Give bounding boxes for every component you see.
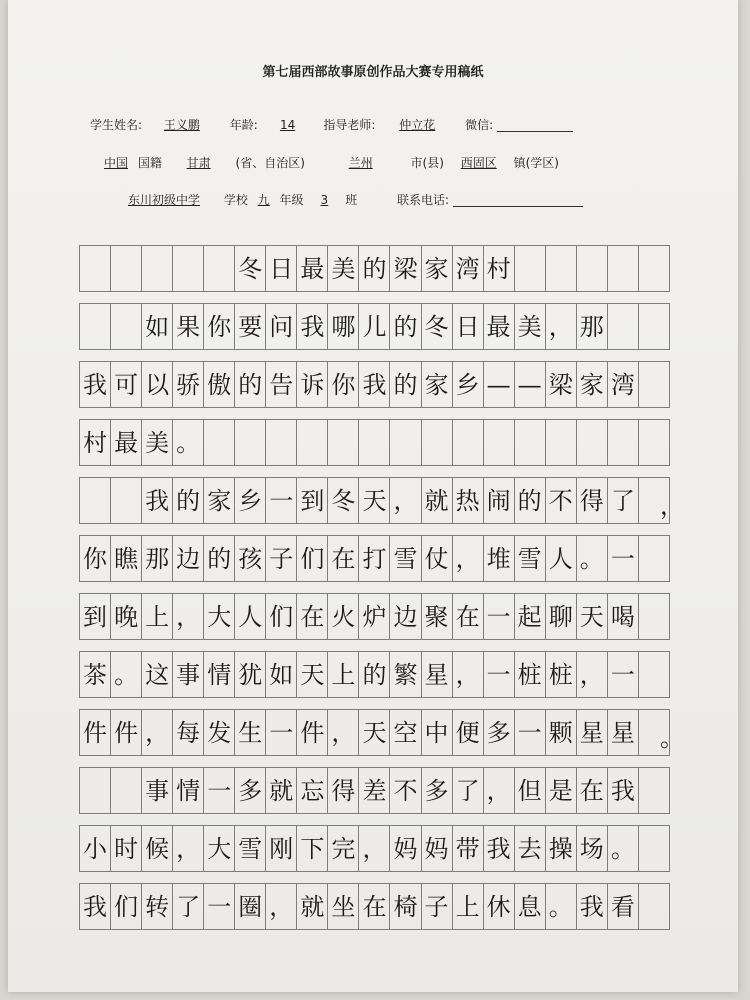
grid-cell [639, 304, 670, 349]
grid-cell: 在 [328, 536, 359, 581]
grid-cell: 就 [266, 768, 297, 813]
grid-cell: ， [453, 652, 484, 697]
grid-cell: 茶 [80, 652, 111, 697]
grid-cell: 最 [484, 304, 515, 349]
grid-cell: 。 [608, 826, 639, 871]
grid-cell: 子 [422, 884, 453, 929]
grid-cell: 天 [359, 478, 390, 523]
grid-cell: 我 [80, 362, 111, 407]
grid-cell: 起 [515, 594, 546, 639]
grid-cell [173, 246, 204, 291]
teacher-label: 指导老师: [323, 118, 376, 132]
grid-cell [111, 768, 142, 813]
grid-cell: 人 [235, 594, 266, 639]
grid-cell [608, 304, 639, 349]
grade-value: 九 [257, 193, 270, 207]
grid-cell: 妈 [422, 826, 453, 871]
grid-cell: 一 [266, 710, 297, 755]
grid-cell: 到 [297, 478, 328, 523]
grid-cell: 但 [515, 768, 546, 813]
grid-cell [266, 420, 297, 465]
grid-cell: 告 [266, 362, 297, 407]
grid-cell: 犹 [235, 652, 266, 697]
grid-cell [111, 304, 142, 349]
grid-cell [422, 420, 453, 465]
grid-cell: 大 [204, 594, 235, 639]
grid-cell: 炉 [359, 594, 390, 639]
grid-cell: 晚 [111, 594, 142, 639]
grid-cell: 美 [142, 420, 173, 465]
grid-cell: 冬 [328, 478, 359, 523]
grid-cell [546, 246, 577, 291]
grid-cell: 件 [111, 710, 142, 755]
grid-cell: 你 [204, 304, 235, 349]
grid-cell [297, 420, 328, 465]
grid-cell: 件 [297, 710, 328, 755]
grid-cell: 我 [608, 768, 639, 813]
grid-cell [639, 362, 670, 407]
grid-cell: 一 [484, 652, 515, 697]
grid-cell: 操 [546, 826, 577, 871]
grid-cell: 闹 [484, 478, 515, 523]
grid-cell: 了 [173, 884, 204, 929]
grid-cell: 时 [111, 826, 142, 871]
grid-cell: 妈 [390, 826, 421, 871]
grid-row [79, 651, 670, 698]
grid-cell [639, 768, 670, 813]
grid-cell: 你 [80, 536, 111, 581]
grid-row [79, 767, 670, 814]
grid-row [79, 361, 670, 408]
grid-cell: 哪 [328, 304, 359, 349]
grid-cell: 果 [173, 304, 204, 349]
city-value: 兰州 [348, 156, 373, 170]
grid-cell: 一 [484, 594, 515, 639]
age-value: 14 [279, 118, 296, 132]
grid-cell: 堆 [484, 536, 515, 581]
grid-cell: 冬 [422, 304, 453, 349]
grid-cell: 得 [577, 478, 608, 523]
grid-cell: 上 [142, 594, 173, 639]
grid-cell [453, 420, 484, 465]
wechat-blank [497, 120, 573, 132]
grid-cell: 边 [390, 594, 421, 639]
grid-cell [80, 768, 111, 813]
grid-cell: ， [546, 304, 577, 349]
grid-cell [80, 246, 111, 291]
grid-cell: 转 [142, 884, 173, 929]
grid-cell: 热 [453, 478, 484, 523]
grid-cell: 这 [142, 652, 173, 697]
grid-cell: 不 [390, 768, 421, 813]
grid-cell [80, 304, 111, 349]
grid-cell: 们 [266, 594, 297, 639]
grid-cell: 瞧 [111, 536, 142, 581]
grid-cell [608, 420, 639, 465]
grid-cell: 以 [142, 362, 173, 407]
grid-cell [639, 594, 670, 639]
grid-cell: ， [266, 884, 297, 929]
grid-cell: 仗 [422, 536, 453, 581]
grid-cell: ， [328, 710, 359, 755]
grid-cell: 们 [297, 536, 328, 581]
class-label: 班 [345, 193, 358, 207]
grid-cell: 情 [204, 652, 235, 697]
grid-cell: 一 [204, 884, 235, 929]
grid-cell: 带 [453, 826, 484, 871]
grid-cell: 家 [577, 362, 608, 407]
grid-cell: 雪 [390, 536, 421, 581]
grid-cell: 问 [266, 304, 297, 349]
grid-cell: 了 [453, 768, 484, 813]
grid-cell: 的 [173, 478, 204, 523]
grid-cell: 天 [359, 710, 390, 755]
grid-cell: 一 [608, 536, 639, 581]
grid-cell: 一 [204, 768, 235, 813]
grid-cell [608, 246, 639, 291]
grid-row [79, 709, 684, 756]
grid-cell: 我 [359, 362, 390, 407]
grid-cell: 美 [328, 246, 359, 291]
grid-row [79, 593, 670, 640]
grid-cell: 日 [453, 304, 484, 349]
grid-cell: ， [577, 652, 608, 697]
grid-cell: 到 [80, 594, 111, 639]
grid-cell: 天 [297, 652, 328, 697]
grid-cell: ， [453, 536, 484, 581]
grid-cell: 星 [577, 710, 608, 755]
grid-cell: 在 [453, 594, 484, 639]
grid-row [79, 535, 670, 582]
grid-cell: 的 [204, 536, 235, 581]
grid-cell: 我 [80, 884, 111, 929]
grid-cell: 生 [235, 710, 266, 755]
grid-cell: 多 [484, 710, 515, 755]
grid-cell: 儿 [359, 304, 390, 349]
grid-cell [515, 246, 546, 291]
grid-cell: 在 [577, 768, 608, 813]
grid-cell [204, 246, 235, 291]
grid-cell: 子 [266, 536, 297, 581]
grid-cell: 不 [546, 478, 577, 523]
grid-cell: 如 [266, 652, 297, 697]
grid-cell: 湾 [453, 246, 484, 291]
grid-cell [390, 420, 421, 465]
grid-cell: 要 [235, 304, 266, 349]
grid-cell: 那 [142, 536, 173, 581]
grid-cell: 颗 [546, 710, 577, 755]
grid-row [79, 245, 670, 292]
grid-cell: 休 [484, 884, 515, 929]
grid-cell: 孩 [235, 536, 266, 581]
grid-cell: 如 [142, 304, 173, 349]
grid-cell: 家 [422, 246, 453, 291]
grid-cell: 大 [204, 826, 235, 871]
grid-cell: 便 [453, 710, 484, 755]
grid-cell: 。 [577, 536, 608, 581]
grid-cell: 看 [608, 884, 639, 929]
grid-cell: 打 [359, 536, 390, 581]
grid-cell: 最 [111, 420, 142, 465]
grid-cell: 雪 [515, 536, 546, 581]
grid-cell: 乡 [235, 478, 266, 523]
grid-cell: 可 [111, 362, 142, 407]
grid-cell: 就 [422, 478, 453, 523]
grid-cell: 空 [390, 710, 421, 755]
essay-grid [79, 245, 684, 941]
grid-cell: 息 [515, 884, 546, 929]
teacher-value: 仲立花 [399, 118, 436, 132]
grid-cell [639, 826, 670, 871]
info-line-2 [98, 154, 559, 171]
grid-cell: 喝 [608, 594, 639, 639]
grid-cell: 村 [80, 420, 111, 465]
grid-cell: 乡 [453, 362, 484, 407]
grid-cell: 多 [235, 768, 266, 813]
grid-cell: 聚 [422, 594, 453, 639]
grid-cell: 忘 [297, 768, 328, 813]
grid-cell: — [515, 362, 546, 407]
grid-cell: 的 [235, 362, 266, 407]
grid-cell: ， [173, 594, 204, 639]
grid-cell: 刚 [266, 826, 297, 871]
grid-cell [111, 246, 142, 291]
grid-cell: 梁 [546, 362, 577, 407]
province-value: 甘肃 [186, 156, 211, 170]
grid-cell: 。 [546, 884, 577, 929]
grid-cell: 一 [608, 652, 639, 697]
age-label: 年龄: [229, 118, 258, 132]
grid-cell: 差 [359, 768, 390, 813]
grid-cell: 一 [266, 478, 297, 523]
grid-cell [639, 420, 670, 465]
grid-cell: 上 [328, 652, 359, 697]
grid-cell: 家 [204, 478, 235, 523]
grid-cell: 事 [173, 652, 204, 697]
grid-cell: 。 [173, 420, 204, 465]
grid-row [79, 883, 670, 930]
grid-cell: 中 [422, 710, 453, 755]
grid-cell: 的 [515, 478, 546, 523]
grid-cell: 雪 [235, 826, 266, 871]
grid-cell: 椅 [390, 884, 421, 929]
grid-cell: 下 [297, 826, 328, 871]
town-value: 西固区 [460, 156, 497, 170]
grid-cell: 梁 [390, 246, 421, 291]
grid-cell: 星 [422, 652, 453, 697]
grid-cell: 完 [328, 826, 359, 871]
grid-cell: 火 [328, 594, 359, 639]
grid-cell: 得 [328, 768, 359, 813]
name-label: 学生姓名: [90, 118, 143, 132]
grid-cell: 去 [515, 826, 546, 871]
grid-cell: 了 [608, 478, 639, 523]
grid-cell: 就 [297, 884, 328, 929]
grid-row [79, 477, 684, 524]
grid-row [79, 825, 670, 872]
grid-cell: 多 [422, 768, 453, 813]
grid-cell [359, 420, 390, 465]
grid-cell: 一 [515, 710, 546, 755]
grid-cell: 我 [142, 478, 173, 523]
grid-cell [204, 420, 235, 465]
page-title: 第七届西部故事原创作品大赛专用稿纸 [262, 65, 484, 80]
grid-cell: 繁 [390, 652, 421, 697]
grid-cell: 村 [484, 246, 515, 291]
grid-cell: 桩 [515, 652, 546, 697]
grid-cell: 们 [111, 884, 142, 929]
grid-cell: 在 [359, 884, 390, 929]
grid-row [79, 303, 670, 350]
grid-cell: 傲 [204, 362, 235, 407]
overflow-mark: 。 [660, 724, 684, 752]
grid-cell: 那 [577, 304, 608, 349]
school-value: 东川初级中学 [127, 193, 200, 207]
manuscript-paper [8, 0, 738, 992]
grid-cell: 人 [546, 536, 577, 581]
grid-cell: ， [359, 826, 390, 871]
grid-cell: ， [173, 826, 204, 871]
grid-cell [639, 884, 670, 929]
grid-cell: 是 [546, 768, 577, 813]
grid-cell: 小 [80, 826, 111, 871]
grid-cell: 每 [173, 710, 204, 755]
grid-cell [639, 246, 670, 291]
grid-cell: ， [484, 768, 515, 813]
overflow-mark: ， [660, 492, 684, 520]
grid-cell: 聊 [546, 594, 577, 639]
grid-cell [577, 246, 608, 291]
grid-cell: 骄 [173, 362, 204, 407]
grid-cell: 湾 [608, 362, 639, 407]
grid-cell [484, 420, 515, 465]
grid-cell: 的 [359, 652, 390, 697]
grid-cell: ， [142, 710, 173, 755]
country-label: 国籍 [137, 156, 162, 170]
grid-cell [328, 420, 359, 465]
grid-cell: 日 [266, 246, 297, 291]
grid-cell: ， [390, 478, 421, 523]
town-label: 镇(学区) [513, 156, 559, 170]
grid-cell: 的 [359, 246, 390, 291]
grid-cell [546, 420, 577, 465]
grid-cell: 诉 [297, 362, 328, 407]
info-line-1 [90, 116, 573, 133]
grid-cell: 的 [390, 304, 421, 349]
province-label: (省、自治区) [235, 156, 305, 170]
grid-cell: 发 [204, 710, 235, 755]
school-label: 学校 [223, 193, 248, 207]
country-value: 中国 [104, 156, 129, 170]
grid-cell: 天 [577, 594, 608, 639]
grid-cell: 边 [173, 536, 204, 581]
grid-cell [577, 420, 608, 465]
grid-cell: 候 [142, 826, 173, 871]
grid-cell: 我 [297, 304, 328, 349]
grid-cell: 圈 [235, 884, 266, 929]
class-value: 3 [320, 193, 329, 207]
grid-cell: 桩 [546, 652, 577, 697]
grid-cell: 我 [577, 884, 608, 929]
grid-cell: 在 [297, 594, 328, 639]
grid-cell: — [484, 362, 515, 407]
wechat-label: 微信: [465, 118, 494, 132]
grid-cell: 坐 [328, 884, 359, 929]
grid-cell [235, 420, 266, 465]
city-label: 市(县) [410, 156, 444, 170]
grid-cell [80, 478, 111, 523]
grid-cell [639, 652, 670, 697]
grid-cell [111, 478, 142, 523]
grid-cell: 冬 [235, 246, 266, 291]
grid-cell: 最 [297, 246, 328, 291]
name-value: 王义鹏 [163, 118, 200, 132]
grade-label: 年级 [279, 193, 304, 207]
phone-label: 联系电话: [397, 193, 450, 207]
grid-cell: 星 [608, 710, 639, 755]
grid-cell: 场 [577, 826, 608, 871]
grid-cell: 美 [515, 304, 546, 349]
info-line-3 [108, 191, 583, 208]
grid-cell [639, 536, 670, 581]
grid-cell: 件 [80, 710, 111, 755]
phone-blank [453, 195, 583, 207]
grid-cell: 上 [453, 884, 484, 929]
grid-cell: 的 [390, 362, 421, 407]
grid-cell [515, 420, 546, 465]
grid-cell: 家 [422, 362, 453, 407]
grid-cell: 事 [142, 768, 173, 813]
grid-row [79, 419, 670, 466]
grid-cell: 。 [111, 652, 142, 697]
grid-cell: 你 [328, 362, 359, 407]
grid-cell: 情 [173, 768, 204, 813]
grid-cell: 我 [484, 826, 515, 871]
grid-cell [142, 246, 173, 291]
